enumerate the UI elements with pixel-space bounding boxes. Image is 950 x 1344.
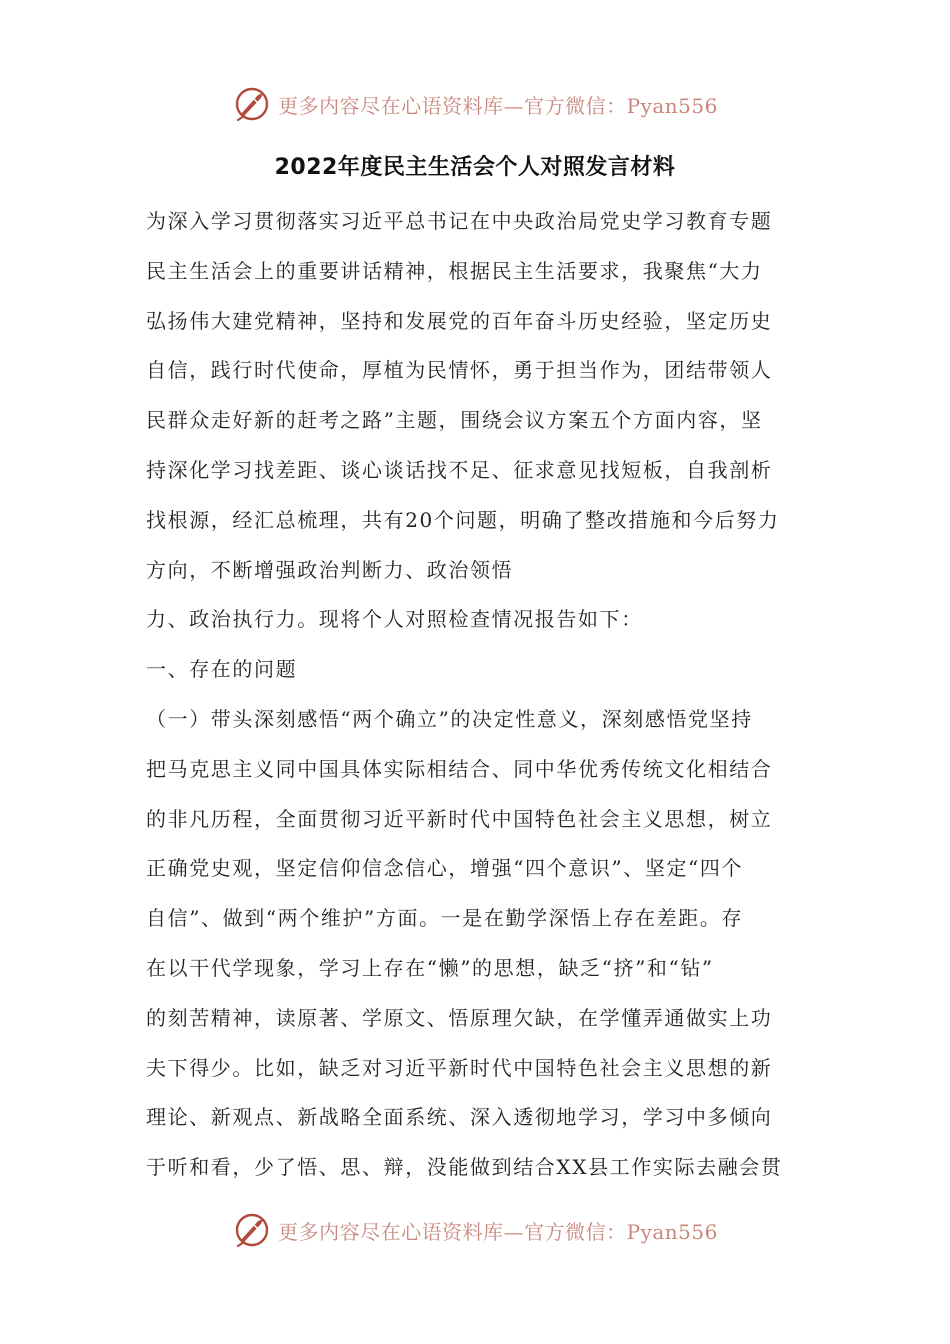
body-line: 弘扬伟大建党精神，坚持和发展党的百年奋斗历史经验，坚定历史 xyxy=(146,308,773,333)
body-line: 民主生活会上的重要讲话精神，根据民主生活要求，我聚焦“大力 xyxy=(146,258,763,283)
body-line: 找根源，经汇总梳理，共有20个问题，明确了整改措施和今后努力 xyxy=(146,507,780,532)
watermark-text: 更多内容尽在心语资料库—官方微信：Pyan556 xyxy=(278,1219,718,1244)
pen-quill-logo-icon xyxy=(232,1210,272,1250)
body-line: （一）带头深刻感悟“两个确立”的决定性意义，深刻感悟党坚持 xyxy=(146,706,753,731)
body-line: 于听和看，少了悟、思、辩，没能做到结合XX县工作实际去融会贯 xyxy=(146,1155,783,1180)
body-line: 理论、新观点、新战略全面系统、深入透彻地学习，学习中多倾向 xyxy=(146,1105,773,1130)
document-body xyxy=(146,197,806,1193)
watermark-text: 更多内容尽在心语资料库—官方微信：Pyan556 xyxy=(278,93,718,118)
document-title: 2022年度民主生活会个人对照发言材料 xyxy=(274,155,676,180)
body-line: 力、政治执行力。现将个人对照检查情况报告如下： xyxy=(146,607,643,632)
body-line: 的刻苦精神，读原著、学原文、悟原理欠缺，在学懂弄通做实上功 xyxy=(146,1005,773,1030)
body-line: 一、存在的问题 xyxy=(146,657,298,682)
body-line: 正确党史观，坚定信仰信念信心，增强“四个意识”、坚定“四个 xyxy=(146,856,744,881)
body-line: 民群众走好新的赶考之路”主题，围绕会议方案五个方面内容，坚 xyxy=(146,408,763,433)
body-line: 在以干代学现象，学习上存在“懒”的思想，缺乏“挤”和“钻” xyxy=(146,955,714,980)
pen-quill-logo-icon xyxy=(232,84,272,124)
body-line: 的非凡历程，全面贯彻习近平新时代中国特色社会主义思想，树立 xyxy=(146,806,773,831)
body-line: 把马克思主义同中国具体实际相结合、同中华优秀传统文化相结合 xyxy=(146,756,773,781)
body-line: 自信，践行时代使命，厚植为民情怀，勇于担当作为，团结带领人 xyxy=(146,358,773,383)
body-line: 为深入学习贯彻落实习近平总书记在中央政治局党史学习教育专题 xyxy=(146,209,773,233)
watermark-banner-top xyxy=(0,82,950,126)
body-line: 自信”、做到“两个维护”方面。一是在勤学深悟上存在差距。存 xyxy=(146,906,744,931)
body-line: 夫下得少。比如，缺乏对习近平新时代中国特色社会主义思想的新 xyxy=(146,1055,773,1080)
body-line: 持深化学习找差距、谈心谈话找不足、征求意见找短板，自我剖析 xyxy=(146,457,773,482)
watermark-banner-bottom xyxy=(0,1208,950,1252)
body-line: 方向，不断增强政治判断力、政治领悟 xyxy=(146,557,514,582)
